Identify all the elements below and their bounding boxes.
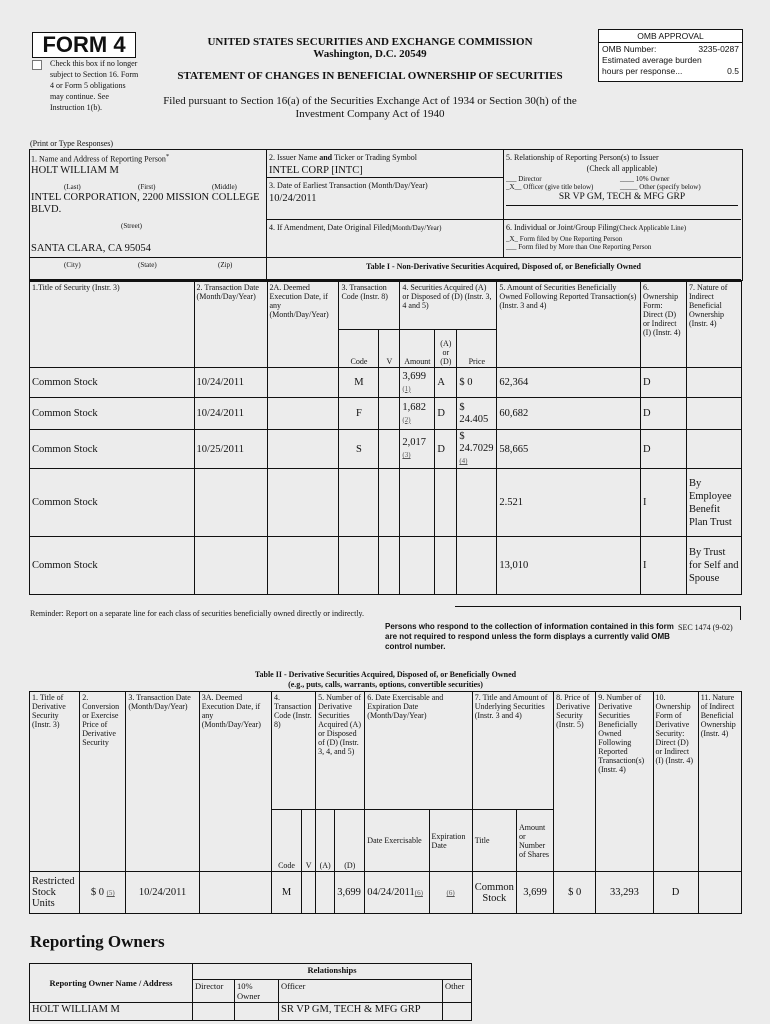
t1-cell-date: 10/24/2011 xyxy=(194,398,267,430)
t1-header-nature: 7. Nature of Indirect Beneficial Ownership (Instr. 4) xyxy=(686,282,741,368)
t1-cell-code: S xyxy=(339,430,379,469)
t2-row-deemed xyxy=(199,872,271,914)
sec-form-number: SEC 1474 (9-02) xyxy=(678,623,733,632)
street-caption: (Street) xyxy=(121,222,142,230)
t2-row-nature xyxy=(698,872,741,914)
t1-cell-deemed xyxy=(267,469,339,537)
table2-title xyxy=(29,670,742,690)
t1-cell-amount xyxy=(400,537,435,595)
t1-sub-code: Code xyxy=(339,330,379,368)
t1-cell-amount-value: 1,682 xyxy=(402,401,427,413)
t1-cell-v xyxy=(379,469,400,537)
director-option: ___ Director xyxy=(506,175,542,183)
persons-note: Persons who respond to the collection of information contained in this form are not required to respond unless the form displays a currently valid OMB control number. xyxy=(385,622,674,651)
table-row xyxy=(30,430,742,469)
t2-header-date: 3. Transaction Date (Month/Day/Year) xyxy=(126,692,199,872)
ro-header-10-owner: 10% Owner xyxy=(235,980,279,1003)
ro-row-name: HOLT WILLIAM M xyxy=(30,1003,193,1021)
t1-cell-title: Common Stock xyxy=(30,469,195,537)
t1-cell-form: D xyxy=(640,398,686,430)
t2-row-underlying-title: Common Stock xyxy=(472,872,516,914)
other-option: _____ Other (specify below) xyxy=(620,183,701,191)
middle-name-caption: (Middle) xyxy=(212,183,237,191)
t1-cell-owned: 60,682 xyxy=(497,398,641,430)
ro-header-officer: Officer xyxy=(279,980,443,1003)
t1-cell-aord: D xyxy=(435,398,457,430)
agency-header xyxy=(160,36,580,60)
t1-cell-nature: By Employee Benefit Plan Trust xyxy=(686,469,741,537)
box5-sub: (Check all applicable) xyxy=(586,164,658,173)
zip-caption: (Zip) xyxy=(218,261,233,269)
t1-header-acquired: 4. Securities Acquired (A) or Disposed of (D) (Instr. 3, 4 and 5) xyxy=(400,282,497,330)
t1-header-deemed: 2A. Deemed Execution Date, if any (Month/Day/Year) xyxy=(267,282,339,368)
t2-sub-v: V xyxy=(302,810,316,872)
t1-cell-deemed xyxy=(267,537,339,595)
box6-label: 6. Individual or Joint/Group Filing(Check Applicable Line) xyxy=(506,223,687,232)
t2-header-nature: 11. Nature of Indirect Beneficial Ownership (Instr. 4) xyxy=(698,692,741,872)
city-caption: (City) xyxy=(64,261,81,269)
ro-header-name: Reporting Owner Name / Address xyxy=(30,964,193,1003)
t1-cell-price-footnote[interactable]: (4) xyxy=(459,457,468,465)
t1-cell-price xyxy=(457,537,497,595)
print-type-note: (Print or Type Responses) xyxy=(30,139,114,148)
t1-cell-v xyxy=(379,398,400,430)
t1-cell-amount xyxy=(400,368,435,398)
t2-row-price: $ 0 xyxy=(554,872,596,914)
t1-cell-date xyxy=(194,537,267,595)
t2-sub-title: Title xyxy=(472,810,516,872)
t2-row-exercisable: 04/24/2011(6) xyxy=(365,872,429,914)
agency-name: UNITED STATES SECURITIES AND EXCHANGE COMMISSION xyxy=(207,36,533,48)
t2-header-owned: 9. Number of Derivative Securities Beneficially Owned Following Reported Transaction(s) (Instr. 4) xyxy=(596,692,653,872)
t1-cell-title: Common Stock xyxy=(30,430,195,469)
t2-row-underlying-amount: 3,699 xyxy=(516,872,553,914)
t1-sub-v: V xyxy=(379,330,400,368)
officer-title: SR VP GM, TECH & MFG GRP xyxy=(558,192,686,202)
t2-sub-code: Code xyxy=(271,810,301,872)
t1-cell-amount-value: 2,017 xyxy=(402,437,427,448)
table2-subtitle: (e.g., puts, calls, warrants, options, convertible securities) xyxy=(288,680,483,689)
t2-header-code: 4. Transaction Code (Instr. 8) xyxy=(271,692,315,810)
t1-cell-form: D xyxy=(640,368,686,398)
ro-row-officer: SR VP GM, TECH & MFG GRP xyxy=(279,1003,443,1021)
t2-row-date: 10/24/2011 xyxy=(126,872,199,914)
t2-header-form: 10. Ownership Form of Derivative Security: Direct (D) or Indirect (I) (Instr. 4) xyxy=(653,692,698,872)
t2-sub-exercisable: Date Exercisable xyxy=(365,810,429,872)
t1-sub-aord: (A) or (D) xyxy=(435,330,457,368)
reporting-owners-table xyxy=(29,963,472,1021)
t2-row-expiration: (6) xyxy=(429,872,472,914)
checkbox-instruction: Check this box if no longer subject to Section 16. Form 4 or Form 5 obligations may continue. See Instruction 1(b). xyxy=(50,59,139,112)
t1-header-title: 1.Title of Security (Instr. 3) xyxy=(30,282,195,368)
t1-cell-amount-footnote[interactable]: (3) xyxy=(402,451,411,459)
omb-hours: 0.5 xyxy=(727,66,739,76)
ro-header-director: Director xyxy=(193,980,235,1003)
street-address: INTEL CORPORATION, 2200 MISSION COLLEGE BLVD. xyxy=(31,192,260,215)
t1-cell-price xyxy=(457,368,497,398)
city-state-zip: SANTA CLARA, CA 95054 xyxy=(31,243,151,254)
omb-hours-label: hours per response... xyxy=(602,66,683,76)
t1-header-date: 2. Transaction Date (Month/Day/Year) xyxy=(194,282,267,368)
t1-cell-code xyxy=(339,537,379,595)
t2-sub-d: (D) xyxy=(335,810,365,872)
t1-cell-date: 10/25/2011 xyxy=(194,430,267,469)
t1-cell-aord xyxy=(435,537,457,595)
t2-header-exercisable: 6. Date Exercisable and Expiration Date (Month/Day/Year) xyxy=(365,692,472,810)
box3-label: 3. Date of Earliest Transaction (Month/Day/Year) xyxy=(269,181,428,190)
table-row xyxy=(30,398,742,430)
ten-percent-owner-option: ____ 10% Owner xyxy=(620,175,670,183)
t1-cell-aord xyxy=(435,469,457,537)
box2-label: 2. Issuer Name and Ticker or Trading Symbol xyxy=(269,153,418,162)
t1-cell-amount xyxy=(400,430,435,469)
t2-row-owned: 33,293 xyxy=(596,872,653,914)
t1-cell-form: D xyxy=(640,430,686,469)
t1-cell-v xyxy=(379,537,400,595)
t1-cell-v xyxy=(379,368,400,398)
table-row xyxy=(30,368,742,398)
t1-cell-deemed xyxy=(267,430,339,469)
table-row xyxy=(30,1003,472,1021)
t1-cell-deemed xyxy=(267,368,339,398)
box1-label: 1. Name and Address of Reporting Person* xyxy=(31,153,170,164)
t1-cell-price-value: $ 0 xyxy=(459,376,473,388)
t1-cell-price xyxy=(457,398,497,430)
table1-title: Table I - Non-Derivative Securities Acquired, Disposed of, or Beneficially Owned xyxy=(366,262,641,271)
agency-city: Washington, D.C. 20549 xyxy=(313,48,427,60)
t1-cell-code xyxy=(339,469,379,537)
t1-cell-owned: 13,010 xyxy=(497,537,641,595)
filing-option-group: ___ Form filed by More than One Reporting Person xyxy=(506,243,652,251)
t1-cell-amount xyxy=(400,398,435,430)
t1-cell-price xyxy=(457,469,497,537)
statement-title: STATEMENT OF CHANGES IN BENEFICIAL OWNERSHIP OF SECURITIES xyxy=(177,70,563,82)
issuer-name: INTEL CORP [INTC] xyxy=(269,165,363,176)
filed-pursuant: Filed pursuant to Section 16(a) of the Securities Exchange Act of 1934 or Section 30(h) of the Investment Company Act of 1940 xyxy=(163,95,577,120)
t1-cell-owned: 58,665 xyxy=(497,430,641,469)
reminder-note: Reminder: Report on a separate line for each class of securities beneficially owned directly or indirectly. xyxy=(30,609,365,618)
t2-sub-a: (A) xyxy=(316,810,335,872)
box5-label: 5. Relationship of Reporting Person(s) to Issuer xyxy=(506,153,659,162)
t1-cell-date xyxy=(194,469,267,537)
t1-header-code: 3. Transaction Code (Instr. 8) xyxy=(339,282,400,330)
t2-header-deemed: 3A. Deemed Execution Date, if any (Month/Day/Year) xyxy=(199,692,271,872)
t1-cell-title: Common Stock xyxy=(30,537,195,595)
t1-cell-owned: 62,364 xyxy=(497,368,641,398)
t1-cell-title: Common Stock xyxy=(30,398,195,430)
reporting-owners-heading: Reporting Owners xyxy=(30,932,165,951)
t1-cell-price xyxy=(457,430,497,469)
t1-cell-price-value: $ 24.7029 xyxy=(459,431,494,454)
table2-title-text: Table II - Derivative Securities Acquired, Disposed of, or Beneficially Owned xyxy=(254,670,517,679)
reporting-person-name: HOLT WILLIAM M xyxy=(31,165,119,176)
non-derivative-table xyxy=(29,281,742,595)
t2-row-code: M xyxy=(271,872,301,914)
ro-header-other: Other xyxy=(443,980,472,1003)
t1-cell-nature xyxy=(686,430,741,469)
t1-cell-owned: 2.521 xyxy=(497,469,641,537)
t1-cell-aord: A xyxy=(435,368,457,398)
table-row xyxy=(30,537,742,595)
no-longer-subject-checkbox[interactable] xyxy=(32,60,42,70)
t1-cell-title: Common Stock xyxy=(30,368,195,398)
last-name-caption: (Last) xyxy=(64,183,81,191)
filing-option-one: _X_ Form filed by One Reporting Person xyxy=(506,235,623,243)
t2-row-v xyxy=(302,872,316,914)
t2-header-number: 5. Number of Derivative Securities Acquired (A) or Disposed of (D) (Instr. 3, 4, and 5) xyxy=(316,692,365,810)
omb-number: 3235-0287 xyxy=(698,44,739,54)
ro-row-director xyxy=(193,1003,235,1021)
t1-header-owned: 5. Amount of Securities Beneficially Owned Following Reported Transaction(s) (Instr. 3 and 4) xyxy=(497,282,641,368)
t1-cell-code: F xyxy=(339,398,379,430)
officer-option: _X__ Officer (give title below) xyxy=(506,183,594,191)
ro-row-10-owner xyxy=(235,1003,279,1021)
omb-burden-label: Estimated average burden xyxy=(602,55,702,65)
t2-sub-expiration: Expiration Date xyxy=(429,810,472,872)
omb-approval-box xyxy=(598,29,743,82)
state-caption: (State) xyxy=(138,261,157,269)
t1-cell-form: I xyxy=(640,537,686,595)
t1-cell-code: M xyxy=(339,368,379,398)
derivative-table xyxy=(29,691,742,914)
t2-row-d: 3,699 xyxy=(335,872,365,914)
ro-header-relationships: Relationships xyxy=(193,964,472,980)
t1-cell-nature xyxy=(686,398,741,430)
t1-cell-amount-footnote[interactable]: (1) xyxy=(402,384,411,393)
earliest-transaction-date: 10/24/2011 xyxy=(269,193,317,204)
t1-cell-v xyxy=(379,430,400,469)
t1-sub-price: Price xyxy=(457,330,497,368)
t2-row-a xyxy=(316,872,335,914)
box4-label: 4. If Amendment, Date Original Filed(Month/Day/Year) xyxy=(269,223,442,232)
table-row xyxy=(30,469,742,537)
t1-cell-date: 10/24/2011 xyxy=(194,368,267,398)
t1-cell-price-value: $ 24.405 xyxy=(459,401,489,425)
t1-cell-amount xyxy=(400,469,435,537)
t2-header-price: 8. Price of Derivative Security (Instr. 5) xyxy=(554,692,596,872)
table-row xyxy=(30,872,742,914)
t1-cell-form: I xyxy=(640,469,686,537)
t2-row-conversion: $ 0 (5) xyxy=(80,872,126,914)
t2-header-conversion: 2. Conversion or Exercise Price of Derivative Security xyxy=(80,692,126,872)
t1-header-form: 6. Ownership Form: Direct (D) or Indirect (I) (Instr. 4) xyxy=(640,282,686,368)
t2-header-underlying: 7. Title and Amount of Underlying Securities (Instr. 3 and 4) xyxy=(472,692,553,810)
t1-cell-deemed xyxy=(267,398,339,430)
ro-row-other xyxy=(443,1003,472,1021)
t2-sub-amount: Amount or Number of Shares xyxy=(516,810,553,872)
t1-cell-aord: D xyxy=(435,430,457,469)
t2-row-form: D xyxy=(653,872,698,914)
t1-cell-amount-footnote[interactable]: (2) xyxy=(402,415,411,424)
t1-sub-amount: Amount xyxy=(400,330,435,368)
t1-cell-amount-value: 3,699 xyxy=(402,370,427,382)
omb-title: OMB APPROVAL xyxy=(599,30,742,43)
t2-header-title: 1. Title of Derivative Security (Instr. 3) xyxy=(30,692,80,872)
omb-number-label: OMB Number: xyxy=(602,44,657,54)
first-name-caption: (First) xyxy=(138,183,156,191)
t1-cell-nature xyxy=(686,368,741,398)
t1-cell-nature: By Trust for Self and Spouse xyxy=(686,537,741,595)
form-title: FORM 4 xyxy=(32,32,136,58)
t2-row-title: Restricted Stock Units xyxy=(30,872,80,914)
